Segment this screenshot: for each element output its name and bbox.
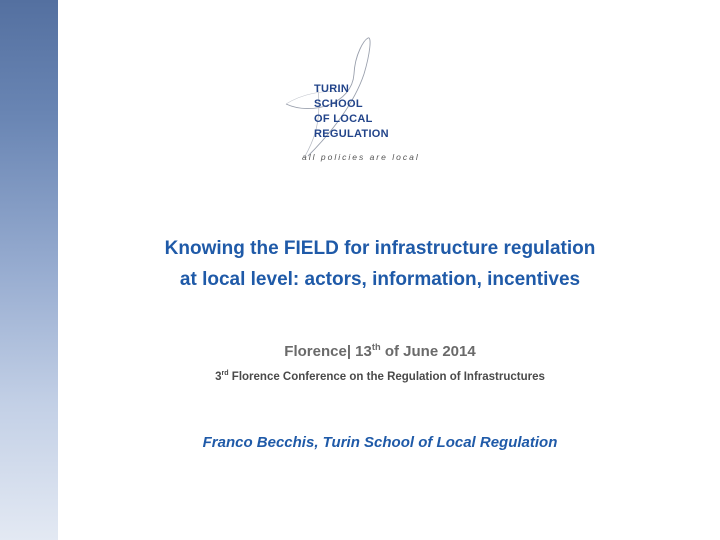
event-date: of June 2014 (380, 343, 476, 360)
date-ordinal-suffix: th (371, 342, 381, 352)
author-line: Franco Becchis, Turin School of Local Regulation (202, 434, 558, 451)
logo-wordmark (314, 82, 389, 142)
logo-line: TURIN (314, 83, 350, 95)
conference-ordinal-suffix: rd (221, 369, 229, 378)
conference-ordinal: 3 (215, 371, 222, 383)
logo-line: OF LOCAL (314, 113, 373, 125)
logo-line: REGULATION (314, 128, 389, 140)
title-line-1: Knowing the FIELD for infrastructure regulation (164, 238, 596, 259)
conference-name: Florence Conference on the Regulation of Infrastructures (228, 371, 545, 383)
logo-tagline: all policies are local (302, 152, 420, 162)
event-place: Florence| 13 (284, 343, 372, 360)
conference-line (58, 371, 702, 383)
tsolr-logo (282, 34, 452, 166)
event-place-date (58, 343, 702, 360)
title-line-2: at local level: actors, information, incentives (179, 269, 581, 290)
sidebar-gradient-bar (0, 0, 58, 540)
logo-line: SCHOOL (314, 98, 363, 110)
